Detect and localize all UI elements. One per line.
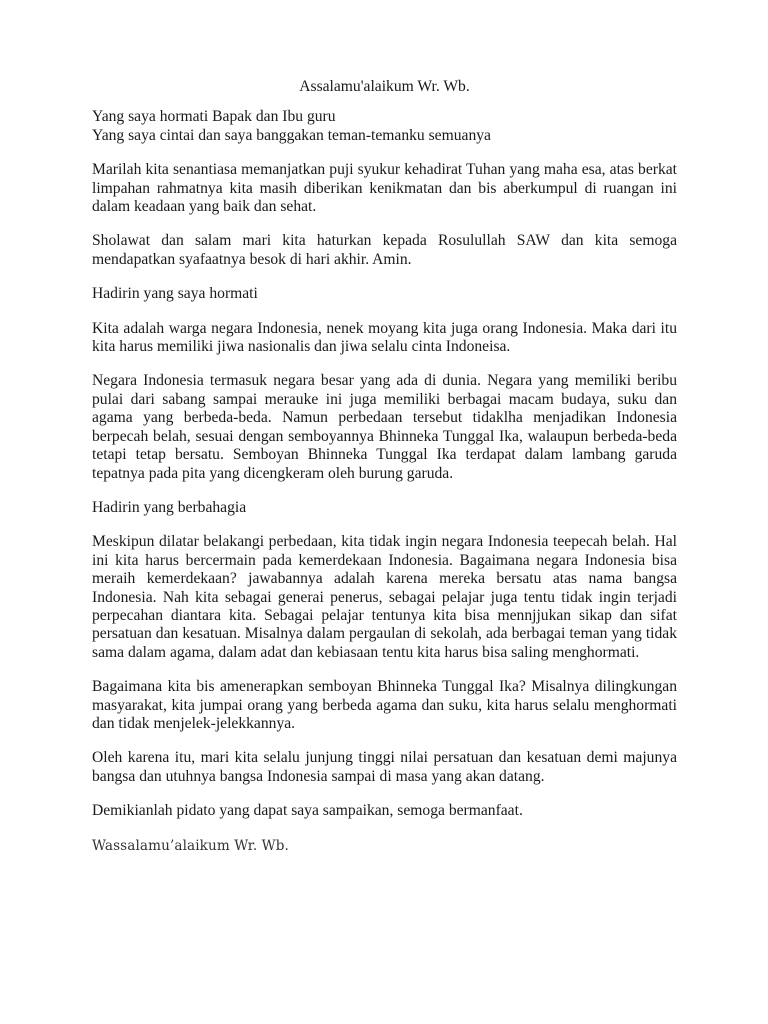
heading-hadirin-hormati: Hadirin yang saya hormati bbox=[92, 285, 258, 303]
greeting-line-friends: Yang saya cintai dan saya banggakan teman-temanku semuanya bbox=[92, 126, 491, 144]
paragraph-applying-motto: Bagaimana kita bis amenerapkan semboyan Bhinneka Tunggal Ika? Misalnya dilingkungan masyarakat, kita jumpai orang yang berbeda agama dan suku, kita harus selalu menghormati dan tidak menjelek-jelekkannya. bbox=[92, 678, 677, 732]
paragraph-sholawat: Sholawat dan salam mari kita haturkan kepada Rosulullah SAW dan kita semoga mendapatkan syafaatnya besok di hari akhir. Amin. bbox=[92, 232, 677, 268]
speech-document bbox=[92, 78, 677, 855]
paragraph-conclusion: Oleh karena itu, mari kita selalu junjung tinggi nilai persatuan dan kesatuan demi majunya bangsa dan utuhnya bangsa Indonesia sampai di masa yang akan datang. bbox=[92, 749, 677, 785]
opening-salutation: Assalamu'alaikum Wr. Wb. bbox=[299, 78, 470, 95]
paragraph-unity-students: Meskipun dilatar belakangi perbedaan, kita tidak ingin negara Indonesia teepecah belah. Hal ini kita harus bercermain pada kemerdekaan Indonesia. Bagaimana negara Indonesia bisa meraih kemerdekaan? jawabannya adalah karena mereka bersatu atas nama bangsa Indonesia. Nah kita sebagai generai penerus, sebagai pelajar juga tentu tidak ingin terjadi perpecahan diantara kita. Sebagai pelajar tentunya kita bisa mennjjukan sikap dan sifat persatuan dan kesatuan. Misalnya dalam pergaulan di sekolah, ada berbagai teman yang tidak sama dalam agama, dalam adat dan kebiasaan tentu kita harus bisa saling menghormati. bbox=[92, 533, 677, 661]
paragraph-citizens: Kita adalah warga negara Indonesia, nenek moyang kita juga orang Indonesia. Maka dari itu kita harus memiliki jiwa nasionalis dan jiwa selalu cinta Indoneisa. bbox=[92, 319, 677, 356]
paragraph-closing-remarks: Demikianlah pidato yang dapat saya sampaikan, semoga bermanfaat. bbox=[92, 802, 523, 820]
greeting-line-teachers: Yang saya hormati Bapak dan Ibu guru bbox=[92, 108, 336, 126]
heading-hadirin-bahagia: Hadirin yang berbahagia bbox=[92, 498, 247, 516]
paragraph-gratitude: Marilah kita senantiasa memanjatkan puji syukur kehadirat Tuhan yang maha esa, atas berkat limpahan rahmatnya kita masih diberikan kenikmatan dan bis aberkumpul di ruangan ini dalam keadaan yang baik dan sehat. bbox=[92, 161, 677, 216]
paragraph-nation-diversity: Negara Indonesia termasuk negara besar yang ada di dunia. Negara yang memiliki beribu pulai dari sabang sampai merauke ini juga memiliki berbagai macam budaya, suku dan agama yang berbeda-beda. Namun perbedaan tersebut tidaklha menjadikan Indonesia berpecah belah, sesuai dengan semboyannya Bhinneka Tunggal Ika, walaupun berbeda-beda tetapi tetap bersatu. Semboyan Bhinneka Tunggal Ika terdapat dalam lambang garuda tepatnya pada pita yang dicengkeram oleh burung garuda. bbox=[92, 372, 677, 482]
greeting-block bbox=[92, 108, 677, 145]
closing-salutation: Wassalamu’alaikum Wr. Wb. bbox=[92, 837, 289, 854]
